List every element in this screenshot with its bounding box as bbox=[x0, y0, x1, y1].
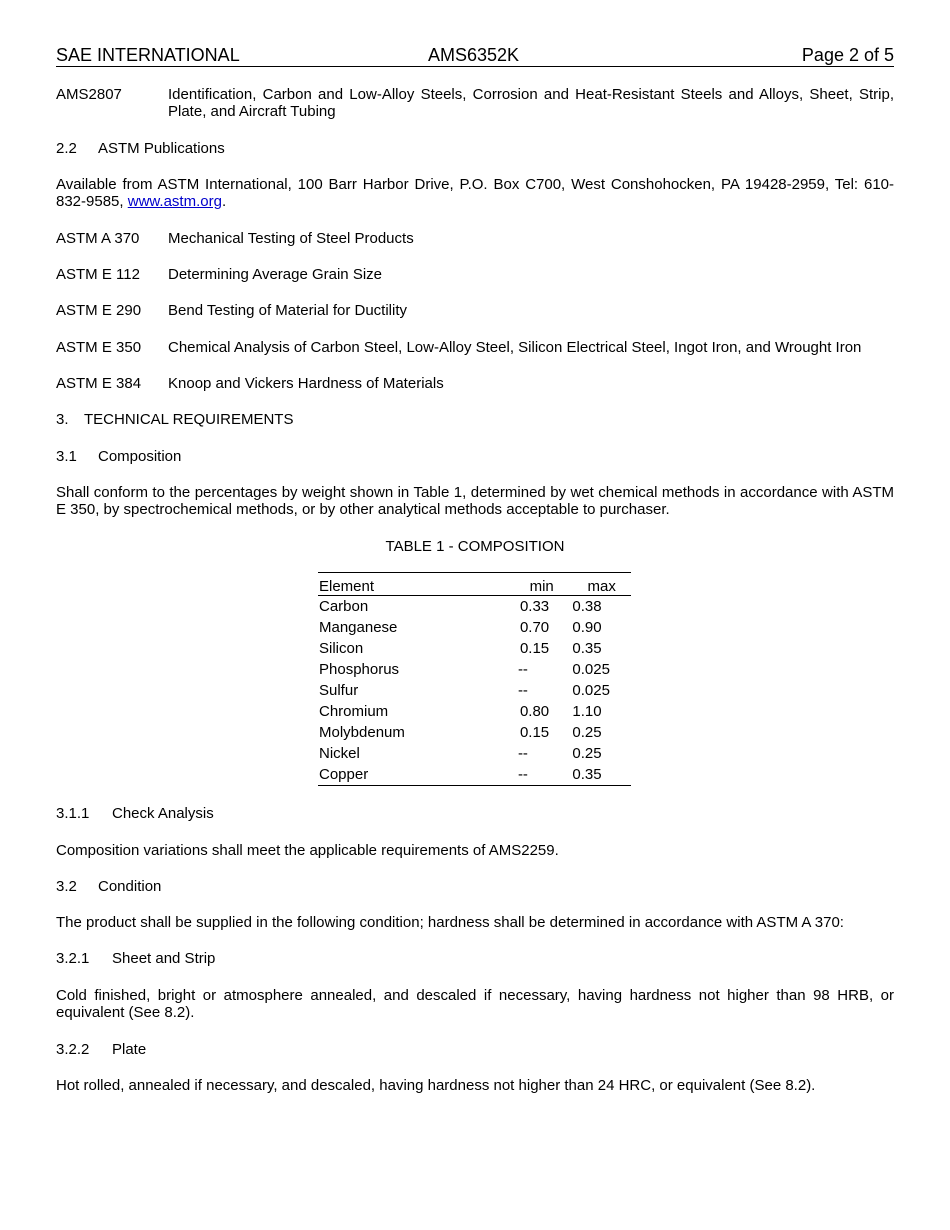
section-number: 2.2 bbox=[56, 140, 77, 157]
reference-astm-e290 bbox=[56, 302, 894, 320]
element-cell: Nickel bbox=[319, 745, 360, 762]
section-3-2-heading bbox=[56, 878, 894, 895]
reference-code: ASTM E 290 bbox=[56, 302, 142, 319]
min-cell: 0.33 bbox=[519, 598, 550, 615]
column-header-min: min bbox=[511, 573, 572, 596]
max-cell: 0.35 bbox=[572, 764, 631, 786]
min-cell: -- bbox=[511, 764, 572, 786]
min-cell: -- bbox=[517, 661, 528, 678]
condition-paragraph: The product shall be supplied in the following condition; hardness shall be determined in accordance with ASTM A 370: bbox=[56, 914, 844, 931]
element-cell: Copper bbox=[318, 764, 511, 786]
table-row bbox=[318, 743, 631, 764]
header-page-number: Page 2 of 5 bbox=[801, 45, 894, 65]
table-row bbox=[318, 764, 631, 786]
header-org: SAE INTERNATIONAL bbox=[56, 45, 240, 65]
reference-astm-e384 bbox=[56, 375, 894, 393]
max-cell: 0.025 bbox=[572, 682, 610, 699]
reference-code: ASTM E 350 bbox=[56, 339, 142, 356]
column-header-element: Element bbox=[318, 573, 511, 596]
section-number: 3.2.2 bbox=[56, 1041, 90, 1058]
max-cell: 1.10 bbox=[572, 703, 602, 720]
composition-table bbox=[318, 572, 631, 786]
max-cell: 0.90 bbox=[572, 619, 602, 636]
section-title: Plate bbox=[112, 1041, 147, 1058]
section-title: Condition bbox=[98, 878, 162, 895]
composition-paragraph: Shall conform to the percentages by weight shown in Table 1, determined by wet chemical methods in accordance with ASTM E 350, by spectrochemical methods, or by other analytical methods acceptable to purchaser. bbox=[56, 484, 894, 518]
element-cell: Molybdenum bbox=[319, 724, 405, 741]
max-cell: 0.025 bbox=[572, 661, 610, 678]
section-title: Check Analysis bbox=[112, 805, 214, 822]
reference-description: Determining Average Grain Size bbox=[168, 266, 382, 283]
table-header-row bbox=[318, 573, 631, 596]
astm-website-link[interactable]: www.astm.org bbox=[127, 193, 222, 210]
min-cell: 0.80 bbox=[519, 703, 550, 720]
reference-code: ASTM E 384 bbox=[56, 375, 142, 392]
element-cell: Carbon bbox=[319, 598, 369, 615]
section-number: 3. bbox=[56, 411, 69, 428]
section-3-2-1-heading bbox=[56, 950, 894, 967]
min-cell: 0.15 bbox=[519, 640, 550, 657]
header-doc-number: AMS6352K bbox=[428, 45, 520, 65]
table-row bbox=[318, 701, 631, 722]
section-number: 3.2.1 bbox=[56, 950, 90, 967]
section-3-1-heading bbox=[56, 448, 894, 465]
section-title: ASTM Publications bbox=[98, 140, 225, 157]
min-cell: 0.15 bbox=[519, 724, 550, 741]
reference-description: Chemical Analysis of Carbon Steel, Low-Alloy Steel, Silicon Electrical Steel, Ingot Iron, and Wrought Iron bbox=[168, 339, 862, 356]
reference-description: Identification, Carbon and Low-Alloy Steels, Corrosion and Heat-Resistant Steels and Alloys, Sheet, Strip, Plate, and Aircraft Tubing bbox=[168, 86, 894, 120]
min-cell: 0.70 bbox=[519, 619, 550, 636]
table-row bbox=[318, 680, 631, 701]
element-cell: Silicon bbox=[319, 640, 364, 657]
astm-availability-end: . bbox=[221, 193, 227, 210]
element-cell: Phosphorus bbox=[319, 661, 400, 678]
section-3-2-2-heading bbox=[56, 1041, 894, 1058]
plate-paragraph: Hot rolled, annealed if necessary, and descaled, having hardness not higher than 24 HRC, or equivalent (See 8.2). bbox=[56, 1077, 816, 1094]
reference-description: Knoop and Vickers Hardness of Materials bbox=[168, 375, 444, 392]
table-row bbox=[318, 722, 631, 743]
table-title: TABLE 1 - COMPOSITION bbox=[385, 538, 565, 555]
max-cell: 0.25 bbox=[572, 724, 602, 741]
element-cell: Chromium bbox=[319, 703, 389, 720]
section-number: 3.1 bbox=[56, 448, 77, 465]
check-analysis-paragraph: Composition variations shall meet the applicable requirements of AMS2259. bbox=[56, 842, 559, 859]
reference-astm-e350 bbox=[56, 339, 894, 357]
astm-availability-paragraph bbox=[56, 176, 894, 210]
reference-code: ASTM E 112 bbox=[56, 266, 140, 283]
table-row bbox=[318, 617, 631, 638]
column-header-max: max bbox=[572, 573, 631, 596]
max-cell: 0.25 bbox=[572, 745, 602, 762]
reference-ams2807 bbox=[56, 86, 894, 122]
reference-code: ASTM A 370 bbox=[56, 230, 140, 247]
section-title: Sheet and Strip bbox=[112, 950, 216, 967]
max-cell: 0.38 bbox=[572, 598, 602, 615]
table-row bbox=[318, 638, 631, 659]
max-cell: 0.35 bbox=[572, 640, 602, 657]
table-row bbox=[318, 659, 631, 680]
reference-astm-a370 bbox=[56, 230, 894, 248]
min-cell: -- bbox=[517, 745, 528, 762]
page-header bbox=[56, 44, 894, 67]
element-cell: Manganese bbox=[319, 619, 398, 636]
section-title: TECHNICAL REQUIREMENTS bbox=[84, 411, 294, 428]
section-3-1-1-heading bbox=[56, 805, 894, 822]
reference-code: AMS2807 bbox=[56, 86, 122, 103]
section-title: Composition bbox=[98, 448, 182, 465]
reference-description: Mechanical Testing of Steel Products bbox=[168, 230, 414, 247]
sheet-strip-paragraph: Cold finished, bright or atmosphere annealed, and descaled if necessary, having hardness not higher than 98 HRB, or equivalent (See 8.2). bbox=[56, 987, 894, 1021]
section-2-2-heading bbox=[56, 140, 894, 157]
section-3-heading bbox=[56, 411, 894, 428]
table-row bbox=[318, 596, 631, 618]
element-cell: Sulfur bbox=[319, 682, 359, 699]
section-number: 3.1.1 bbox=[56, 805, 90, 822]
reference-astm-e112 bbox=[56, 266, 894, 284]
reference-description: Bend Testing of Material for Ductility bbox=[168, 302, 407, 319]
astm-availability-text: Available from ASTM International, 100 Barr Harbor Drive, P.O. Box C700, West Conshohocken, PA 19428-2959, Tel: 610-832-9585, bbox=[56, 176, 894, 210]
section-number: 3.2 bbox=[56, 878, 77, 895]
min-cell: -- bbox=[517, 682, 528, 699]
